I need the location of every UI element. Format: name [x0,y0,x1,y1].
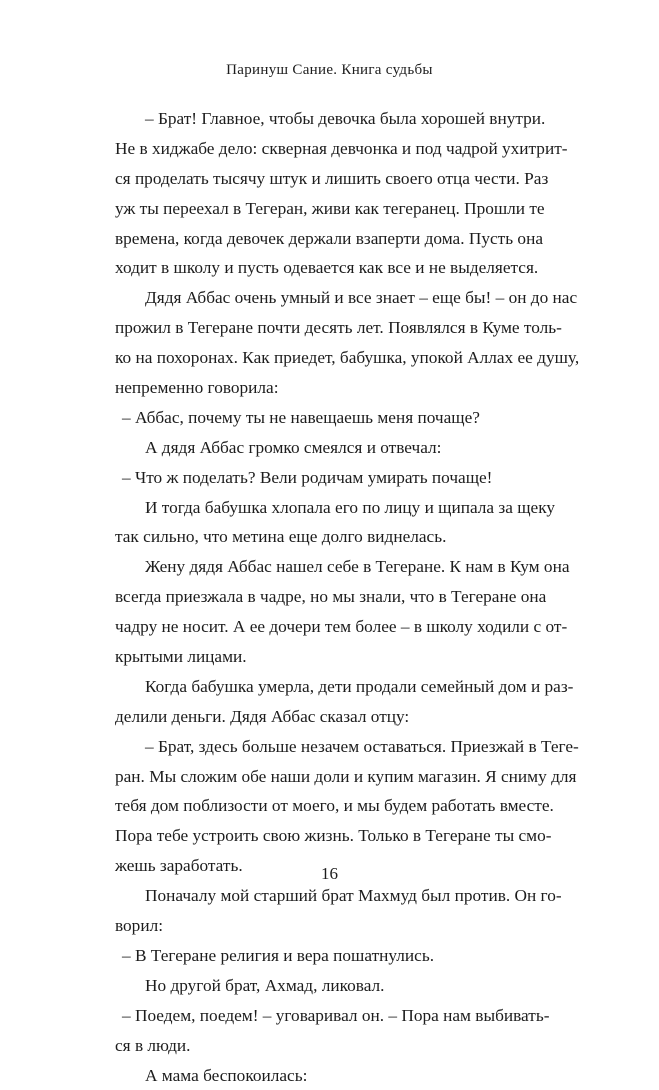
text-line: всегда приезжала в чадре, но мы знали, что в Тегеране она [115,582,543,612]
text-line: уж ты переехал в Тегеран, живи как тегеранец. Прошли те [115,194,543,224]
text-line: тебя дом поблизости от моего, и мы будем работать вместе. [115,791,543,821]
text-line: Пора тебе устроить свою жизнь. Только в Тегеране ты смо- [115,821,543,851]
text-line: Но другой брат, Ахмад, ликовал. [115,971,543,1001]
text-line: – Брат! Главное, чтобы девочка была хорошей внутри. [115,104,543,134]
text-line: так сильно, что метина еще долго виднелась. [115,522,543,552]
text-line: – Поедем, поедем! – уговаривал он. – Пора нам выбивать- [115,1001,543,1031]
text-line: ся в люди. [115,1031,543,1061]
text-line: делили деньги. Дядя Аббас сказал отцу: [115,702,543,732]
text-line: Когда бабушка умерла, дети продали семейный дом и раз- [115,672,543,702]
text-line: – В Тегеране религия и вера пошатнулись. [115,941,543,971]
text-line: ран. Мы сложим обе наши доли и купим магазин. Я сниму для [115,762,543,792]
text-line: жешь заработать. [115,851,543,881]
text-line: крытыми лицами. [115,642,543,672]
text-line: Не в хиджабе дело: скверная девчонка и под чадрой ухитрит- [115,134,543,164]
text-line: А мама беспокоилась: [115,1061,543,1090]
text-line: ся проделать тысячу штук и лишить своего отца чести. Раз [115,164,543,194]
text-line: А дядя Аббас громко смеялся и отвечал: [115,433,543,463]
text-line: чадру не носит. А ее дочери тем более – в школу ходили с от- [115,612,543,642]
body-text [115,104,543,1090]
text-line: непременно говорила: [115,373,543,403]
text-line: ворил: [115,911,543,941]
page-number: 16 [0,864,659,884]
text-line: Дядя Аббас очень умный и все знает – еще бы! – он до нас [115,283,543,313]
running-head-title: Паринуш Сание. Книга судьбы [0,62,659,79]
text-line: Жену дядя Аббас нашел себе в Тегеране. К нам в Кум она [115,552,543,582]
text-line: ко на похоронах. Как приедет, бабушка, упокой Аллах ее душу, [115,343,543,373]
text-line: прожил в Тегеране почти десять лет. Появлялся в Куме толь- [115,313,543,343]
text-line: – Аббас, почему ты не навещаешь меня почаще? [115,403,543,433]
text-line: времена, когда девочек держали взаперти дома. Пусть она [115,224,543,254]
text-line: ходит в школу и пусть одевается как все и не выделяется. [115,253,543,283]
text-line: – Брат, здесь больше незачем оставаться. Приезжай в Теге- [115,732,543,762]
text-line: И тогда бабушка хлопала его по лицу и щипала за щеку [115,493,543,523]
text-line: – Что ж поделать? Вели родичам умирать почаще! [115,463,543,493]
text-line: Поначалу мой старший брат Махмуд был против. Он го- [115,881,543,911]
